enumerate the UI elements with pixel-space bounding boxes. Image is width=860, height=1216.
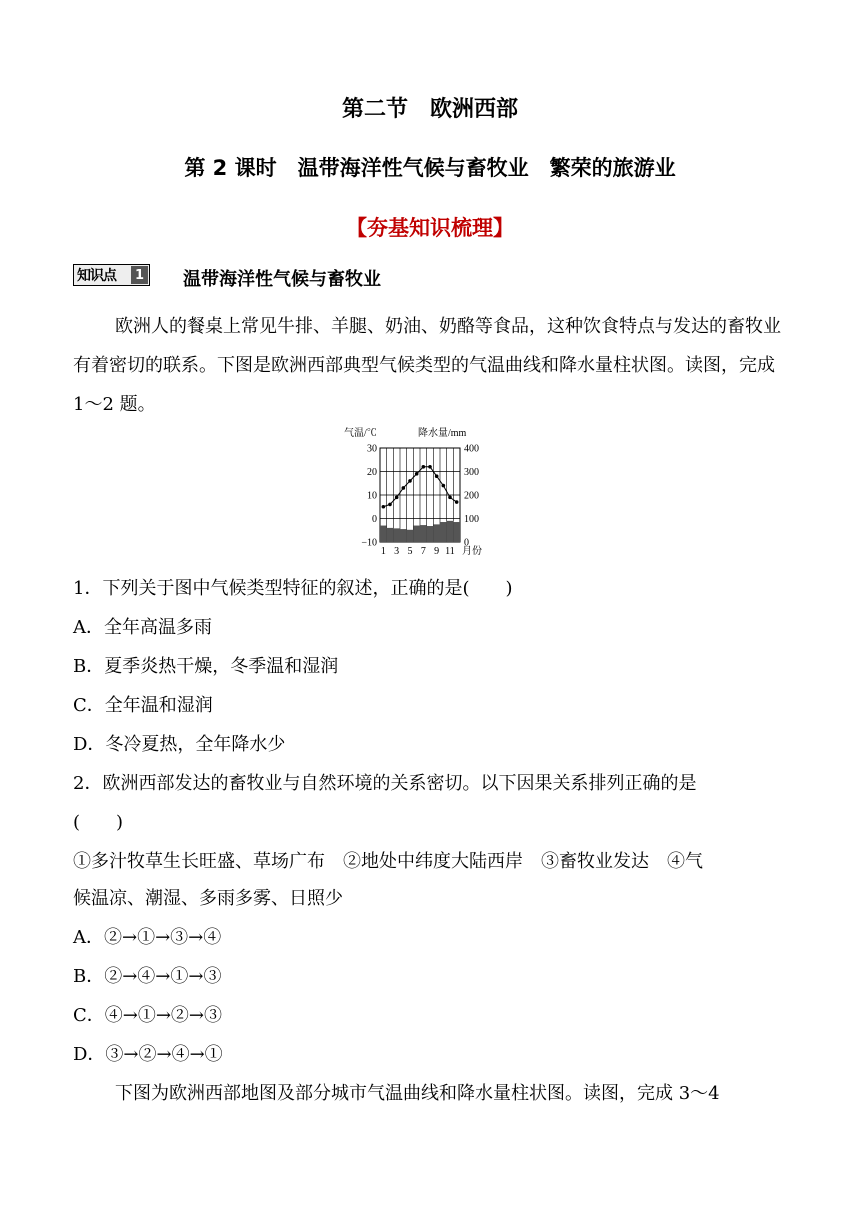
precipitation-bar: [380, 526, 387, 542]
precipitation-bar: [433, 524, 440, 542]
temperature-point: [455, 500, 459, 504]
right-tick-label: 0: [464, 537, 469, 549]
precipitation-bar: [400, 529, 407, 542]
x-tick-label: 11: [445, 546, 455, 557]
temperature-point: [382, 505, 386, 509]
precipitation-bar: [387, 528, 394, 542]
q2-option-a: A．②→①→③→④: [73, 927, 222, 948]
temperature-point: [442, 484, 446, 488]
closing-line: 下图为欧洲西部地图及部分城市气温曲线和降水量柱状图。读图，完成 3～4: [115, 1083, 720, 1104]
left-tick-label: −10: [361, 537, 377, 549]
right-axis-label: 降水量/mm: [418, 428, 467, 439]
temperature-point: [435, 474, 439, 478]
q1-stem: 1．下列关于图中气候类型特征的叙述，正确的是( ): [73, 578, 513, 599]
x-tick-label: 5: [407, 546, 413, 557]
precipitation-bar: [407, 530, 414, 542]
x-tick-label: 3: [394, 546, 400, 557]
badge-number: 1: [131, 266, 148, 284]
precipitation-bar: [447, 521, 454, 542]
section-title: 第二节 欧洲西部: [341, 97, 518, 122]
precipitation-bar: [413, 526, 420, 542]
temperature-point: [428, 465, 432, 469]
precipitation-bar: [393, 528, 400, 542]
left-tick-label: 20: [367, 467, 377, 478]
temperature-point: [422, 465, 426, 469]
climate-chart: [340, 426, 500, 558]
q2-stem-line2: ( ): [73, 812, 124, 833]
q2-items-line1: ①多汁牧草生长旺盛、草场广布 ②地处中纬度大陆西岸 ③畜牧业发达 ④气: [73, 851, 703, 872]
q2-option-c: C．④→①→②→③: [73, 1005, 223, 1026]
knowledge-point-badge: [73, 264, 150, 286]
temperature-point: [448, 496, 452, 500]
left-tick-label: 30: [367, 443, 377, 455]
left-tick-label: 0: [372, 514, 377, 525]
block-title: 【夯基知识梳理】: [346, 216, 514, 240]
precipitation-bar: [427, 526, 434, 542]
temperature-point: [388, 503, 392, 507]
q2-items-line2: 候温凉、潮湿、多雨多雾、日照少: [73, 888, 343, 909]
badge-label: 知识点: [77, 268, 116, 284]
temperature-point: [415, 472, 419, 476]
precipitation-bar: [453, 522, 460, 542]
q1-option-a: A．全年高温多雨: [73, 617, 212, 638]
q2-option-b: B．②→④→①→③: [73, 966, 222, 987]
knowledge-point-title: 温带海洋性气候与畜牧业: [183, 269, 381, 290]
temperature-point: [402, 486, 406, 490]
left-tick-label: 10: [367, 490, 377, 502]
q2-option-d: D．③→②→④→①: [73, 1044, 223, 1065]
q1-option-c: C．全年温和湿润: [73, 695, 213, 716]
right-tick-label: 400: [464, 443, 479, 455]
intro-paragraph: 欧洲人的餐桌上常见牛排、羊腿、奶油、奶酪等食品，这种饮食特点与发达的畜牧业有着密切的联系。下图是欧洲西部典型气候类型的气温曲线和降水量柱状图。读图，完成 1～2 题。: [73, 316, 781, 415]
q2-stem-line1: 2．欧洲西部发达的畜牧业与自然环境的关系密切。以下因果关系排列正确的是: [73, 773, 697, 794]
left-axis-label: 气温/℃: [344, 428, 377, 439]
x-tick-label: 1: [380, 546, 386, 557]
precipitation-bar: [420, 525, 427, 542]
x-tick-label: 7: [420, 546, 426, 557]
x-axis-label: 月份: [462, 546, 482, 557]
right-tick-label: 100: [464, 514, 479, 525]
lesson-title: 第 2 课时 温带海洋性气候与畜牧业 繁荣的旅游业: [184, 156, 676, 180]
q1-option-b: B．夏季炎热干燥，冬季温和湿润: [73, 656, 339, 677]
right-tick-label: 300: [464, 467, 479, 478]
temperature-point: [408, 479, 412, 483]
x-tick-label: 9: [434, 546, 440, 557]
precipitation-bar: [440, 522, 447, 542]
temperature-point: [395, 496, 399, 500]
right-tick-label: 200: [464, 490, 479, 502]
q1-option-d: D．冬冷夏热，全年降水少: [73, 734, 286, 755]
